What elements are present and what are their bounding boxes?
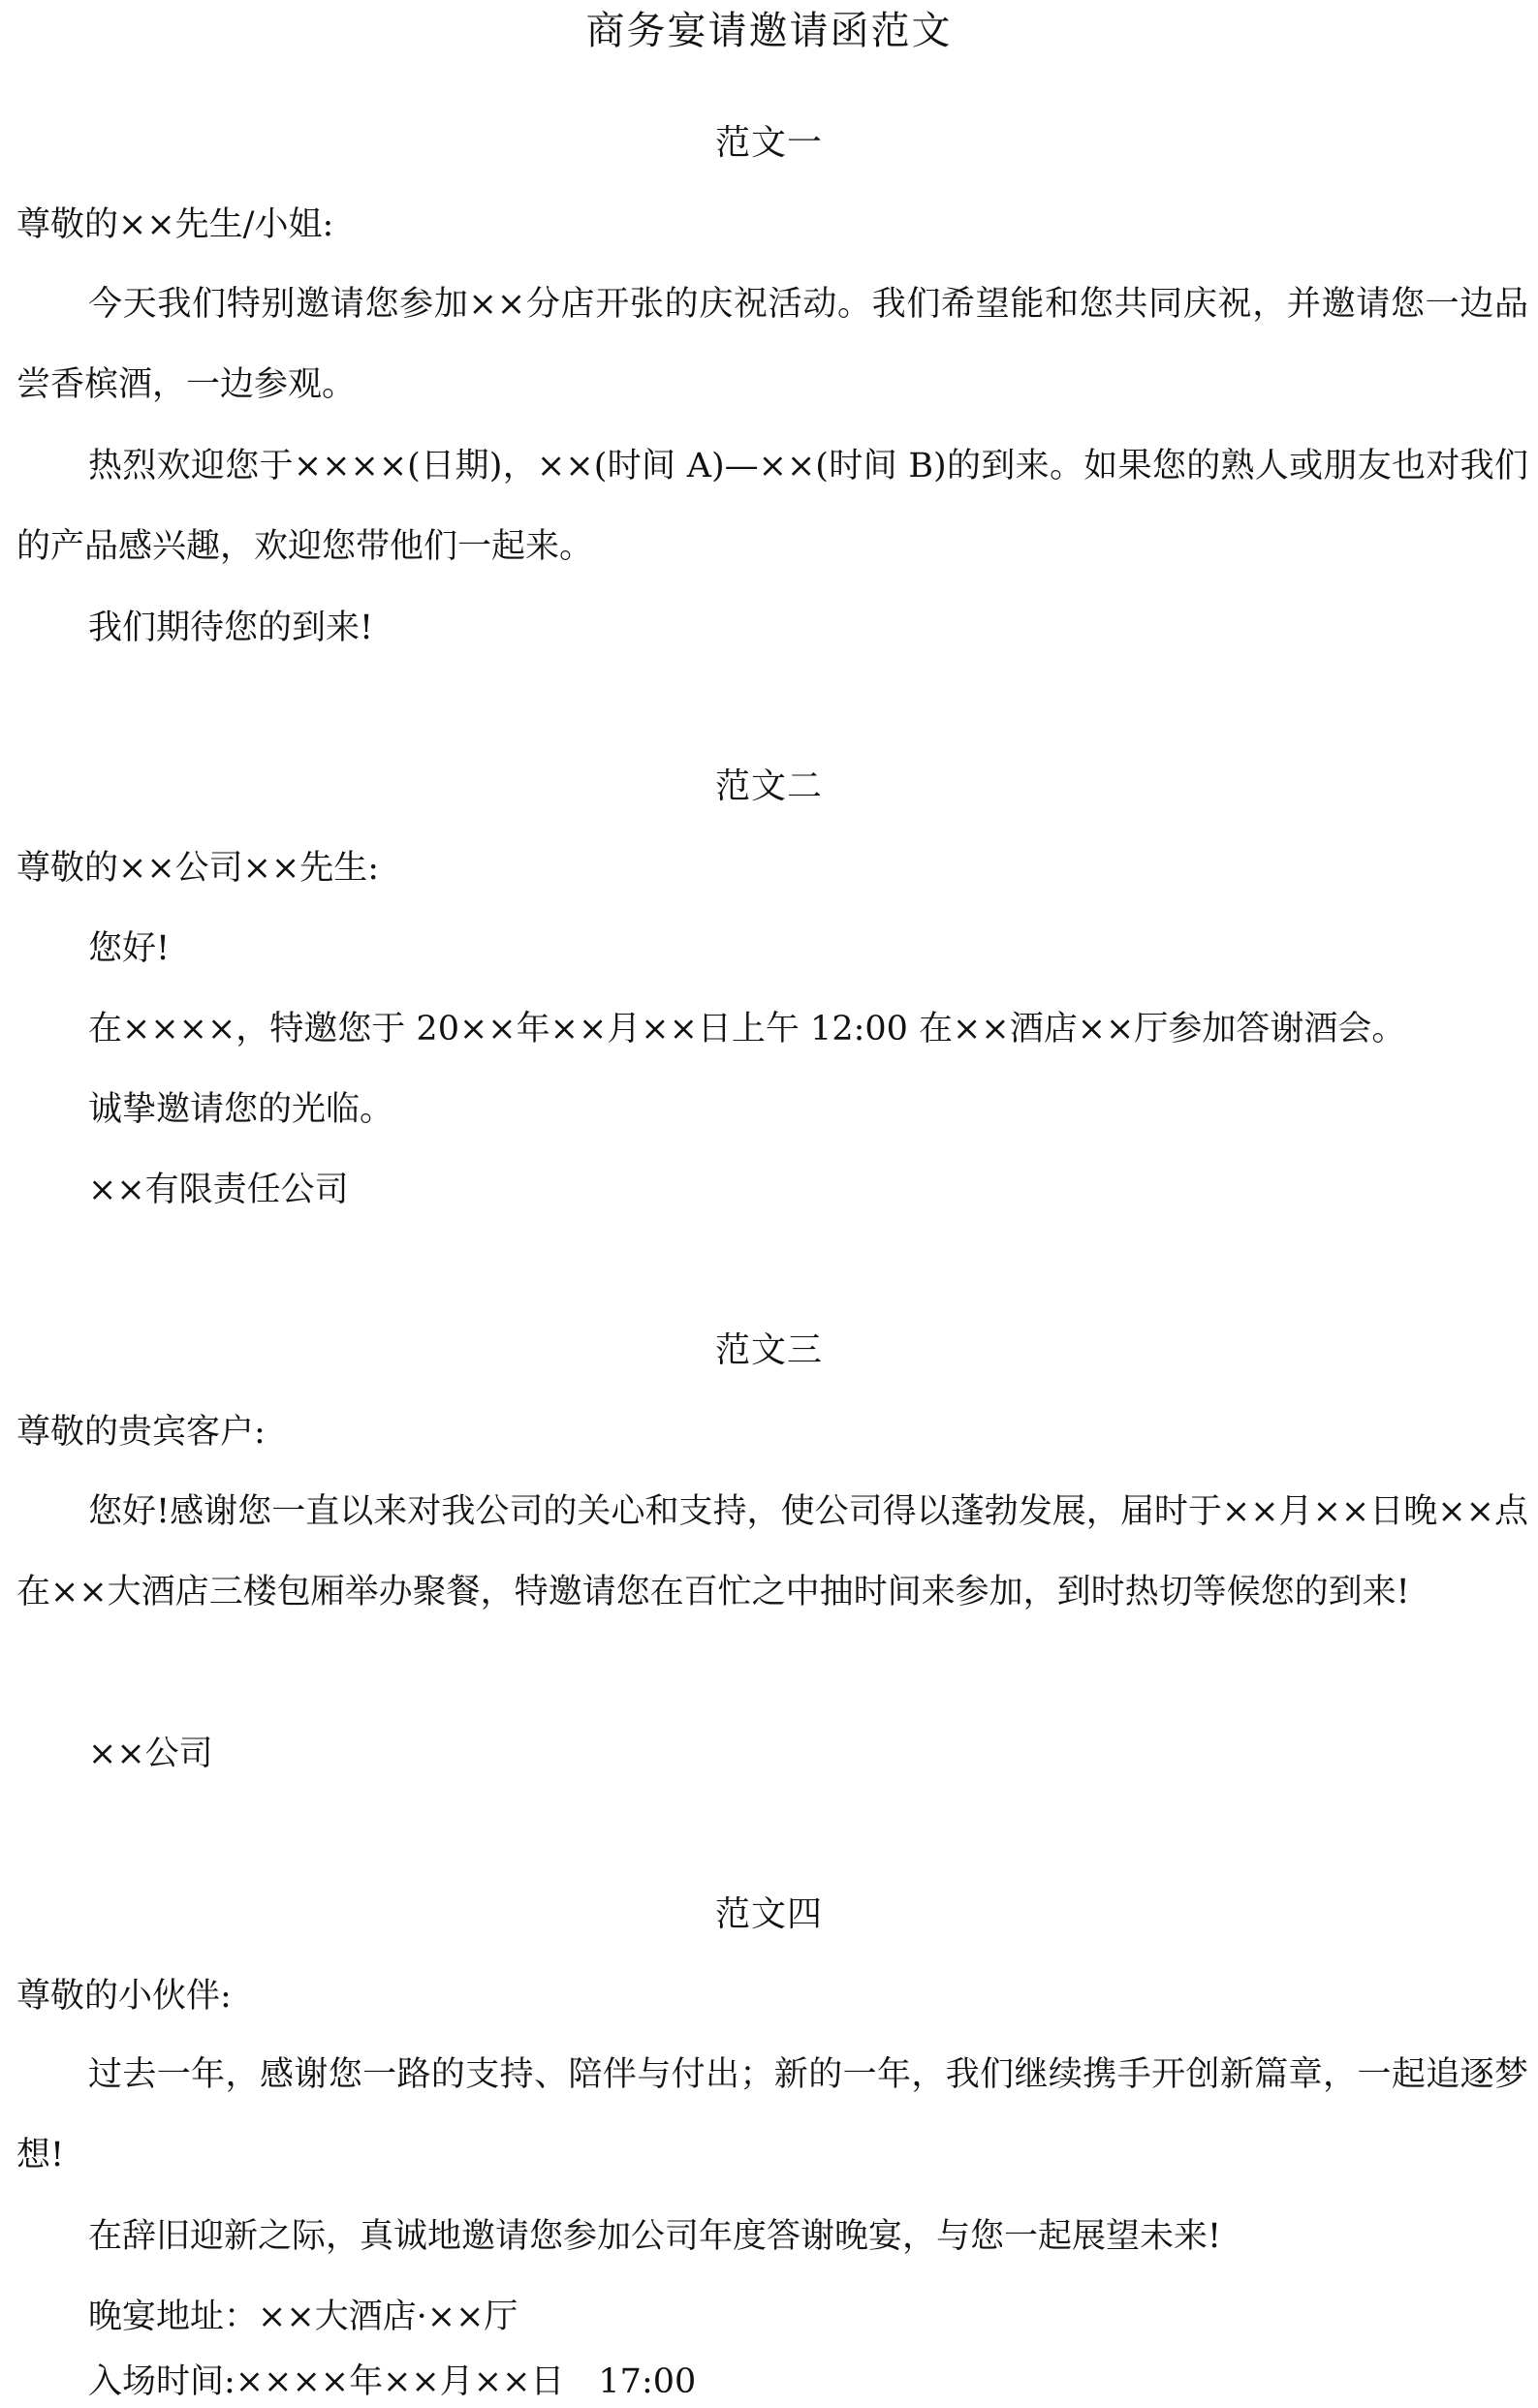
sample-1-paragraph-3: 我们期待您的到来! [88, 609, 374, 647]
sample-1-heading: 范文一 [714, 123, 823, 163]
sample-4-entry-time: 入场时间:××××年××月××日 17:00 [88, 2362, 697, 2401]
sample-2-closing-line: 诚挚邀请您的光临。 [88, 1090, 394, 1129]
sample-3-paragraph: 您好!感谢您一直以来对我公司的关心和支持，使公司得以蓬勃发展，届时于××月××日晚××点在××大酒店三楼包厢举办聚餐，特邀请您在百忙之中抽时间来参加，到时热切等候您的到来! [16, 1492, 1528, 1611]
sample-4-salutation: 尊敬的小伙伴: [16, 1977, 232, 2016]
sample-1-paragraph-1: 今天我们特别邀请您参加××分店开张的庆祝活动。我们希望能和您共同庆祝，并邀请您一边品尝香槟酒，一边参观。 [16, 285, 1528, 404]
sample-4-paragraph-1: 过去一年，感谢您一路的支持、陪伴与付出；新的一年，我们继续携手开创新篇章，一起追逐梦想! [16, 2055, 1528, 2174]
document-title: 商务宴请邀请函范文 [585, 9, 953, 53]
sample-2-salutation: 尊敬的××公司××先生: [16, 849, 380, 888]
sample-1-salutation: 尊敬的××先生/小姐: [16, 205, 334, 244]
sample-2-heading: 范文二 [714, 766, 823, 806]
sample-4-venue: 晚宴地址：××大酒店·××厅 [88, 2298, 518, 2336]
sample-2-invitation-line: 在××××，特邀您于 20××年××月××日上午 12:00 在××酒店××厅参加答谢酒会。 [88, 1010, 1406, 1048]
sample-3-signature: ××公司 [88, 1735, 213, 1773]
sample-4-heading: 范文四 [714, 1894, 823, 1934]
sample-3-salutation: 尊敬的贵宾客户: [16, 1413, 266, 1452]
sample-1-paragraph-2: 热烈欢迎您于××××(日期)，××(时间 A)—××(时间 B)的到来。如果您的熟人或朋友也对我们的产品感兴趣，欢迎您带他们一起来。 [16, 447, 1528, 566]
sample-2-signature: ××有限责任公司 [88, 1171, 349, 1209]
sample-4-paragraph-2: 在辞旧迎新之际，真诚地邀请您参加公司年度答谢晚宴，与您一起展望未来! [88, 2217, 1222, 2256]
sample-2-greeting: 您好! [88, 929, 171, 968]
sample-3-heading: 范文三 [714, 1330, 823, 1370]
